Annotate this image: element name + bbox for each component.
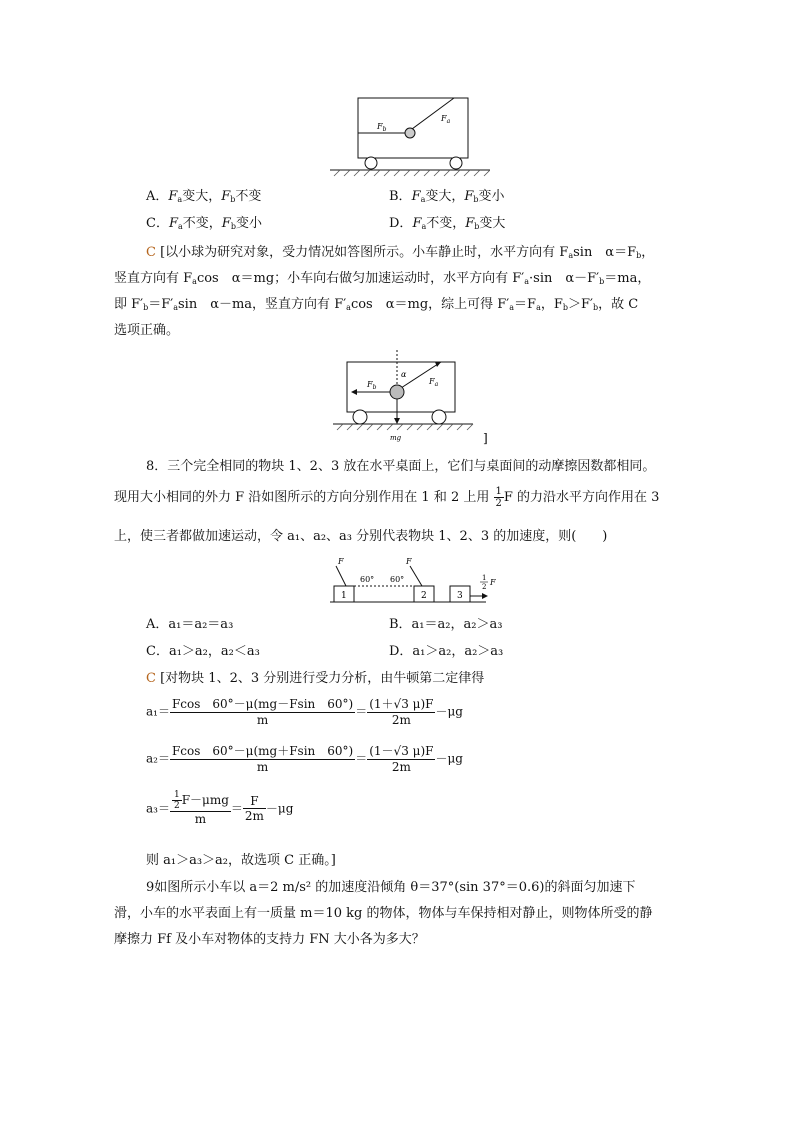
- figure-car-ball-1: [330, 92, 490, 178]
- blocks-half-den: 2: [482, 583, 487, 591]
- fig2-fb: $F_b$: [367, 380, 377, 391]
- q8-explanation-intro: C [对物块 1、2、3 分别进行受力分析，由牛顿第二定律得: [146, 671, 485, 686]
- q7-explanation-line2: 竖直方向有 $F_a\cos$ α＝mg；小车向右做匀加速运动时，水平方向有 $F'_a\cdot\sin$ $\alpha-F'_b=ma$，: [114, 271, 651, 286]
- q8-conclusion: 则 a₁＞a₃＞a₂，故选项 C 正确。]: [146, 853, 336, 868]
- q8-option-b: B．a₁＝a₂，a₂＞a₃: [389, 617, 503, 632]
- q7-explanation-close-bracket: ]: [483, 431, 488, 445]
- q7-explanation-line4: 选项正确。: [114, 323, 180, 338]
- blocks-label-2: 2: [421, 591, 427, 601]
- q8-equation-a3: a₃＝ $\frac{1}{2}$ F－μmg m ＝ $\frac{F}{2m}$ －μg: [146, 790, 294, 826]
- q8-stem-line2: 现用大小相同的外力 F 沿如图所示的方向分别作用在 1 和 2 上用 $\frac{1}{2}$ F 的力沿水平方向作用在 3: [114, 486, 660, 509]
- q7-answer: C: [146, 245, 156, 260]
- figure-blocks-3: [326, 552, 502, 608]
- q9-stem-line3: 摩擦力 Ff 及小车对物体的支持力 FN 大小各为多大？: [114, 932, 425, 947]
- q7-option-c: C．$F_a$不变，$F_b$变小: [146, 216, 262, 231]
- blocks-label-1: 1: [341, 591, 347, 601]
- q8-option-c: C．a₁＞a₂，a₂＜a₃: [146, 644, 260, 659]
- blocks-half-num: 1: [482, 574, 487, 582]
- blocks-label-3: 3: [457, 591, 463, 601]
- fig1-fb-label: $F_b$: [377, 122, 387, 133]
- q8-half-fraction: $\frac{1}{2}$: [495, 486, 502, 509]
- q7-option-d: D．$F_a$不变，$F_b$变大: [389, 216, 506, 231]
- q7-option-b: B．$F_a$变大，$F_b$变小: [389, 189, 505, 204]
- q7-explanation-line3: 即 $F'_b=F'_a\sin$ α－ma，竖直方向有 $F'_a\cos$ α＝mg，综上可得 $F'_a=F_a$，$F_b>F'_b$，故 C: [114, 297, 639, 312]
- blocks-f2: F: [406, 557, 412, 566]
- q9-stem-line2: 滑，小车的水平表面上有一质量 m＝10 kg 的物体，物体与车保持相对静止，则物体所受的静: [114, 906, 653, 921]
- q7-option-a: A．$F_a$变大，$F_b$不变: [146, 189, 262, 204]
- blocks-angle1: 60°: [360, 575, 375, 584]
- q8-answer: C: [146, 671, 156, 686]
- q8-option-d: D．a₁＞a₂，a₂＞a₃: [389, 644, 504, 659]
- fig2-mg: mg: [390, 434, 402, 442]
- q9-stem-line1: 9如图所示小车以 a＝2 m/s² 的加速度沿倾角 θ＝37°(sin 37°＝0.6)的斜面匀加速下: [146, 880, 636, 895]
- q7-explanation-line1: C [以小球为研究对象，受力情况如答图所示。小车静止时，水平方向有 $F_a\sin$ $\alpha=F_b$，: [146, 245, 655, 260]
- fig1-fa-label: $F_a$: [441, 114, 451, 125]
- blocks-angle2: 60°: [390, 575, 405, 584]
- q8-option-a: A．a₁＝a₂＝a₃: [146, 617, 234, 632]
- q8-equation-a1: a₁＝ $\frac{Fcos 60^\circ-\mu(mg-Fsin 60^\circ)}{m}$ ＝ $\frac{(1+√3 \mu)F}{2m}$ －μg: [146, 697, 463, 727]
- blocks-half-f: F: [490, 578, 496, 587]
- fig2-alpha: α: [401, 370, 407, 379]
- blocks-f1: F: [338, 557, 344, 566]
- q8-stem-line3: 上，使三者都做加速运动，令 a₁、a₂、a₃ 分别代表物块 1、2、3 的加速度，则( ): [114, 529, 608, 544]
- q8-equation-a2: a₂＝ $\frac{Fcos 60^\circ-\mu(mg+Fsin 60^\circ)}{m}$ ＝ $\frac{(1-√3 \mu)F}{2m}$ －μg: [146, 744, 463, 774]
- fig2-fa: $F_a$: [429, 377, 439, 388]
- figure-car-forces-2: [333, 350, 499, 446]
- q8-stem-line1: 8．三个完全相同的物块 1、2、3 放在水平桌面上，它们与桌面间的动摩擦因数都相同。: [146, 459, 656, 474]
